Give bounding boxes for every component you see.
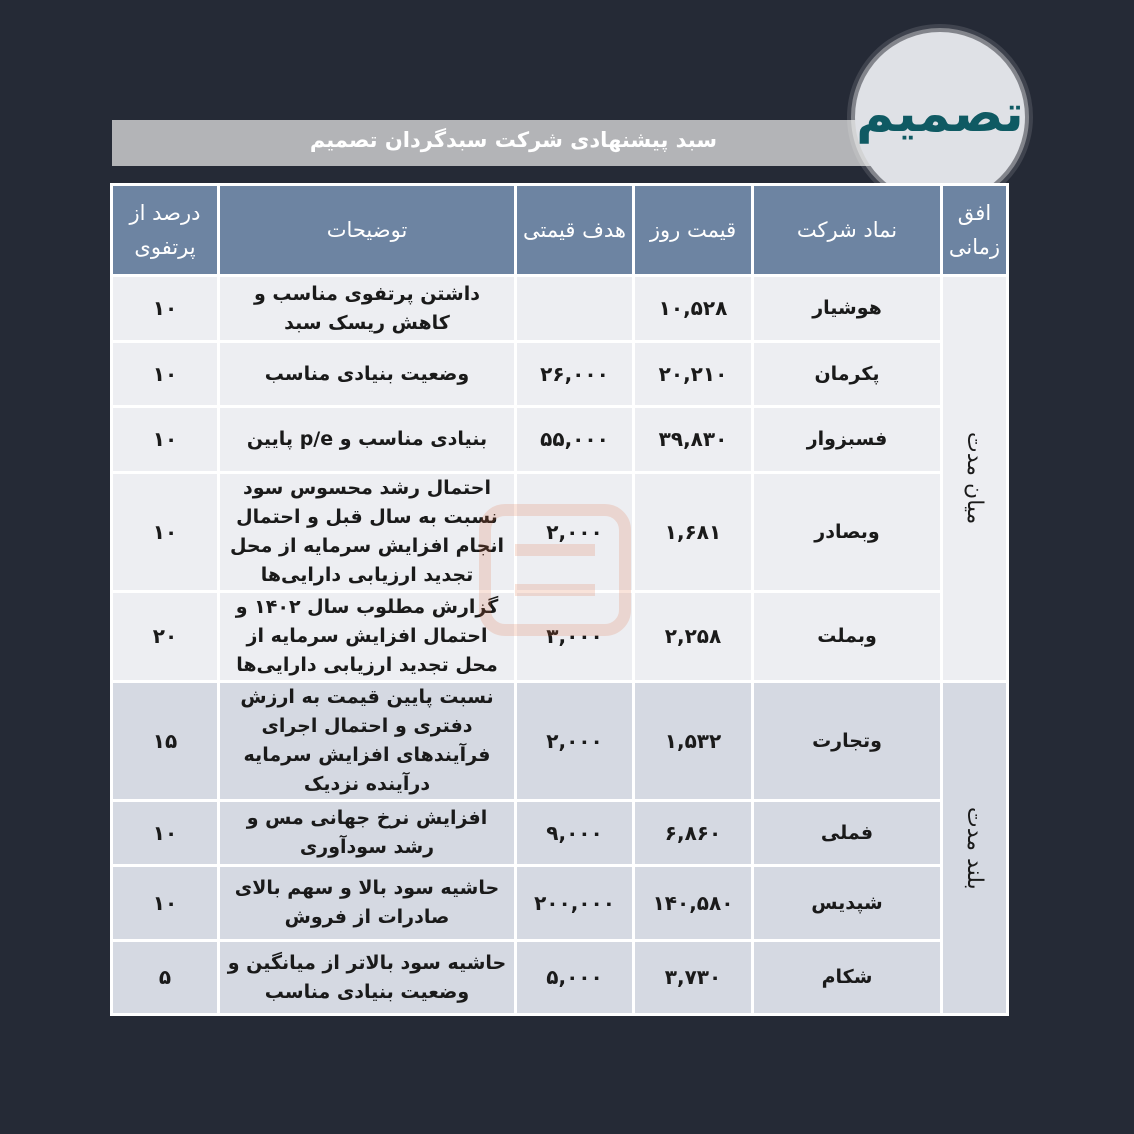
desc-cell: گزارش مطلوب سال ۱۴۰۲ و احتمال افزایش سرمایه از محل تجدید ارزیابی دارایی‌ها [219, 592, 516, 682]
desc-cell: حاشیه سود بالاتر از میانگین و وضعیت بنیادی مناسب [219, 941, 516, 1015]
target-cell: ۲,۰۰۰ [516, 682, 634, 801]
table-row [112, 801, 1008, 866]
target-cell [516, 276, 634, 342]
page-title: سبد پیشنهادی شرکت سبدگردان تصمیم [309, 128, 717, 152]
table-row [112, 866, 1008, 941]
target-cell: ۵,۰۰۰ [516, 941, 634, 1015]
desc-cell: احتمال رشد محسوس سود نسبت به سال قبل و احتمال انجام افزایش سرمایه از محل تجدید ارزیابی دارایی‌ها [219, 473, 516, 592]
table-row [112, 276, 1008, 342]
target-cell: ۲,۰۰۰ [516, 473, 634, 592]
target-cell: ۹,۰۰۰ [516, 801, 634, 866]
header-row [112, 185, 1008, 276]
table-row [112, 407, 1008, 473]
symbol-cell: وبملت [753, 592, 942, 682]
price-cell: ۲,۲۵۸ [634, 592, 753, 682]
percent-cell: ۱۰ [112, 342, 219, 407]
desc-cell: وضعیت بنیادی مناسب [219, 342, 516, 407]
desc-cell: افزایش نرخ جهانی مس و رشد سودآوری [219, 801, 516, 866]
symbol-cell: فسبزوار [753, 407, 942, 473]
desc-cell: داشتن پرتفوی مناسب و کاهش ریسک سبد [219, 276, 516, 342]
table-row [112, 682, 1008, 801]
header-desc: توضیحات [219, 185, 516, 276]
target-cell: ۲۰۰,۰۰۰ [516, 866, 634, 941]
desc-cell: حاشیه سود بالا و سهم بالای صادرات از فروش [219, 866, 516, 941]
price-cell: ۲۰,۲۱۰ [634, 342, 753, 407]
logo [855, 32, 1025, 202]
percent-cell: ۱۰ [112, 407, 219, 473]
header-percent: درصد از پرتفوی [112, 185, 219, 276]
portfolio-table [110, 183, 1009, 1016]
percent-cell: ۵ [112, 941, 219, 1015]
desc-cell: بنیادی مناسب و p/e پایین [219, 407, 516, 473]
percent-cell: ۱۰ [112, 866, 219, 941]
horizon-long: بلند مدت [942, 682, 1008, 1015]
header-target: هدف قیمتی [516, 185, 634, 276]
price-cell: ۱,۶۸۱ [634, 473, 753, 592]
table-row [112, 941, 1008, 1015]
symbol-cell: پکرمان [753, 342, 942, 407]
price-cell: ۶,۸۶۰ [634, 801, 753, 866]
symbol-cell: وبصادر [753, 473, 942, 592]
symbol-cell: هوشیار [753, 276, 942, 342]
target-cell: ۵۵,۰۰۰ [516, 407, 634, 473]
price-cell: ۱۴۰,۵۸۰ [634, 866, 753, 941]
target-cell: ۳,۰۰۰ [516, 592, 634, 682]
price-cell: ۱,۵۳۲ [634, 682, 753, 801]
target-cell: ۲۶,۰۰۰ [516, 342, 634, 407]
symbol-cell: وتجارت [753, 682, 942, 801]
percent-cell: ۲۰ [112, 592, 219, 682]
header-price: قیمت روز [634, 185, 753, 276]
percent-cell: ۱۰ [112, 276, 219, 342]
symbol-cell: شکام [753, 941, 942, 1015]
table-row [112, 592, 1008, 682]
header-horizon: افق زمانی [942, 185, 1008, 276]
logo-text: تصمیم [856, 84, 1024, 144]
horizon-mid: میان مدت [942, 276, 1008, 682]
title-bar [112, 120, 882, 166]
header-symbol: نماد شرکت [753, 185, 942, 276]
symbol-cell: شپدیس [753, 866, 942, 941]
percent-cell: ۱۰ [112, 801, 219, 866]
price-cell: ۳۹,۸۳۰ [634, 407, 753, 473]
table-row [112, 342, 1008, 407]
price-cell: ۳,۷۳۰ [634, 941, 753, 1015]
percent-cell: ۱۵ [112, 682, 219, 801]
percent-cell: ۱۰ [112, 473, 219, 592]
table-row [112, 473, 1008, 592]
price-cell: ۱۰,۵۲۸ [634, 276, 753, 342]
desc-cell: نسبت پایین قیمت به ارزش دفتری و احتمال اجرای فرآیندهای افزایش سرمایه درآینده نزدیک [219, 682, 516, 801]
symbol-cell: فملی [753, 801, 942, 866]
